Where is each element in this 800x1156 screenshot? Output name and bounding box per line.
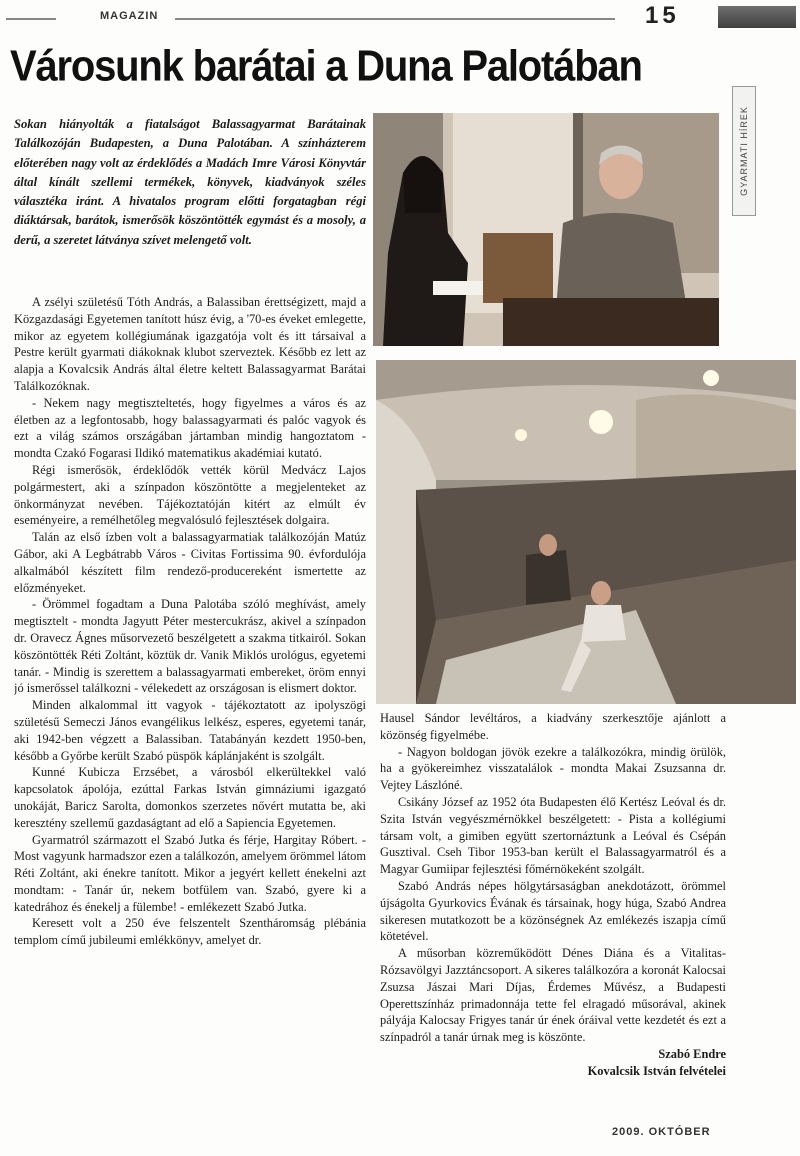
paragraph: Hausel Sándor levéltáros, a kiadvány szerkesztője ajánlott a közönség figyelmébe. — [380, 711, 726, 742]
header-rule — [175, 18, 615, 20]
article-title: Városunk barátai a Duna Palotában — [10, 42, 642, 91]
photo-audience — [376, 360, 796, 704]
paragraph: Kunné Kubicza Erzsébet, a városból elkerültekkel való kapcsolatok ápolója, ezúttal Farkas István gimnáziumi igazgató unokáját, Baricz Sarolta, domonkos szerzetes nővért mutatta be, aki keresztény szellemű gazdaságtant ad elő a Sapiencia Egyetemen. — [14, 765, 366, 830]
page-number: 15 — [645, 2, 680, 29]
paragraph: Talán az első ízben volt a balassagyarmatiak találkozóján Matúz Gábor, aki A Legbátrabb Város - Civitas Fortissima 90. évfordulója alkalmából készített film rendező-producereként ismertette az előzményeket. — [14, 530, 366, 595]
paragraph: Minden alkalommal itt vagyok - tájékoztatott az ipolyszögi születésű Semeczi János evangélikus lelkész, esperes, egyetemi tanár, aki 1942-ben végzett a Balassiban. Tatabányán kezdett 1950-ben, később a Győrbe került Szabó püspök káplánjaként is szolgált. — [14, 698, 366, 763]
paragraph: A műsorban közreműködött Dénes Diána és a Vitalitas- Rózsavölgyi Jazztáncsoport. A sikeres találkozóra a koronát Kalocsai Zsuzsa Jászai Mari Díjas, Érdemes Művész, a Budapesti Operettszínház primadonnája tette fel elragadó műsorával, akinek pályája Kalocsay Frigyes tanár úr ének óráival vette kezdetét és ezt a színpadról a tanár úrnak meg is köszönte. — [380, 946, 726, 1045]
header-bar — [718, 6, 796, 28]
paragraph: Gyarmatról származott el Szabó Jutka és férje, Hargitay Róbert. - Most vagyunk harmadszor ezen a találkozón, amelyem örömmel látom Réti Zoltánt, aki énekre tanított. Mikor a jegyért kellett énekelni azt mondtam: - Tanár úr, nekem botfülem van. Szabó, gyere ki a katedrához és énekelj a fülembe! - emlékezett Szabó Jutka. — [14, 832, 366, 914]
side-tab-label: GYARMATI HÍREK — [739, 106, 749, 196]
paragraph: Szabó András népes hölgytársaságban anekdotázott, örömmel újságolta Gyurkovics Évának és társainak, hogy húga, Szabó Andrea sikeresen mutatkozott be a közönségnek Az emlékezés iszapja című kötetével. — [380, 878, 726, 944]
credits — [380, 1046, 726, 1080]
author-credit: Szabó Endre — [658, 1046, 726, 1061]
paragraph: Csikány József az 1952 óta Budapesten élő Kertész Leóval és dr. Szita István vegyészmérnökkel beszélgetett: - Pista a kollégiumi társam volt, a gimiben együtt szertornáztunk a Leóval és Csépán Gusztival. Cseh Tibor 1953-ban került el Balassagyarmatról és a Magyar Gumiipar fejlesztési főmérnökeként szolgált. — [380, 794, 726, 877]
paragraph: - Örömmel fogadtam a Duna Palotába szóló meghívást, amely megtisztelt - mondta Jagyutt Péter mestercukrász, akivel a színpadon dr. Oravecz Ágnes műsorvezető beszélgetett a szakma titkairól. Sokan köszöntötték Réti Zoltánt, köztük dr. Vanik Miklós urológus, egyetemi tanár. - Mindig is szerettem a balassagyarmati embereket, öröm ennyi jó ismerőssel találkozni - vélekedett az országosan is elismert doktor. — [14, 597, 366, 696]
header-rule-left — [6, 18, 56, 20]
article-column-right — [380, 710, 726, 1096]
paragraph: Régi ismerősök, érdeklődők vették körül Medvácz Lajos polgármestert, aki a színpadon köszöntötte a megjelenteket az önkormányzat nevében. Tájékoztatóján kitért az elmúlt év eseményeire, a remélhetőleg megvalósuló fejlesztések dolgaira. — [14, 462, 366, 528]
section-label: MAGAZIN — [100, 10, 159, 22]
article-column-left — [14, 294, 366, 1096]
paragraph: A zsélyi születésű Tóth András, a Balassiban érettségizett, majd a Közgazdasági Egyetemen tanított húsz évig, a '70-es éveket emlegette, mikor az egyetem kollégiumának igazgatója volt és itt társaival a Pestre került gyarmati diákoknak klubot szerveztek. Később ez lett az alapja a Kovalcsik András által életre keltett Balassagyarmat Barátai Találkozóknak. — [14, 295, 366, 393]
article-lead: Sokan hiányolták a fiatalságot Balassagyarmat Barátainak Találkozóján Budapesten, a Duna Palotában. A színházterem előterében nagy volt az érdeklődés a Madách Imre Városi Könyvtár által kínált szellemi termékek, könyvek, kiadványok széles választéka iránt. A hivatalos program előtti forgatagban régi diáktársak, barátok, ismerősök köszöntötték egymást és a mosoly, a derű, a szeretet látványa szívet melengető volt. — [14, 117, 366, 247]
section-side-tab — [732, 86, 756, 216]
photo-interview — [373, 113, 719, 346]
photo-credit: Kovalcsik István felvételei — [587, 1063, 726, 1078]
paragraph: - Nekem nagy megtiszteltetés, hogy figyelmes a város és az életben az a legfontosabb, hogy balassagyarmati és palóc vagyok és ezt a világ számos országában jártamban mindig hangoztatom - mondta Czakó Fogarasi Ildikó matematikus akadémiai kutató. — [14, 395, 366, 461]
issue-date: 2009. OKTÓBER — [612, 1126, 711, 1138]
paragraph: Keresett volt a 250 éve felszentelt Szentháromság plébánia templom című jubileumi emlékkönyv, amelyet dr. — [14, 916, 366, 948]
paragraph: - Nagyon boldogan jövök ezekre a találkozókra, mindig örülök, ha a gyökereimhez visszatalálok - mondta Makai Zsuzsanna dr. Vejtey Lászlóné. — [380, 744, 726, 793]
